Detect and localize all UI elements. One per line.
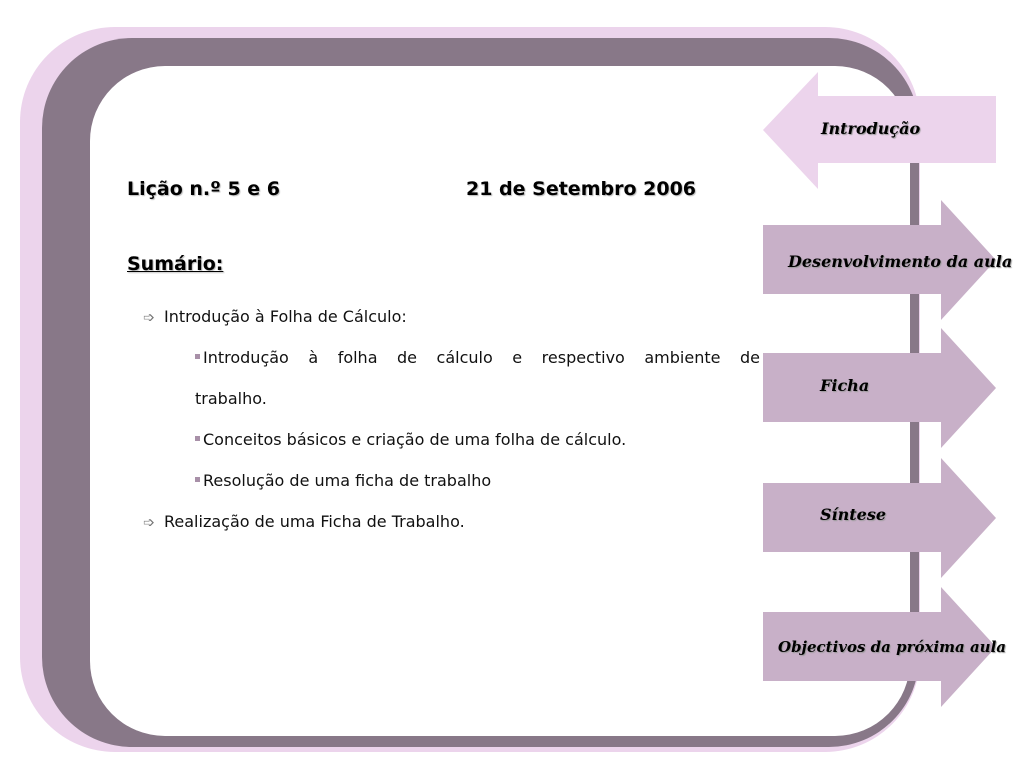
nav-button-ficha[interactable] [763, 328, 996, 448]
nav-label-sintese: Síntese [820, 505, 887, 524]
square-bullet-icon [195, 436, 200, 441]
right-arrow-icon [763, 328, 996, 448]
summary-subitem-continuation: trabalho. [195, 389, 267, 408]
nav-button-objectivos[interactable] [763, 587, 1006, 707]
summary-item: Realização de uma Ficha de Trabalho. [164, 512, 465, 531]
square-bullet-icon [195, 354, 200, 359]
square-bullet-icon [195, 477, 200, 482]
nav-label-objectivos: Objectivos da próxima aula [778, 638, 1006, 656]
lesson-number: Lição n.º 5 e 6 [127, 178, 281, 200]
nav-button-desenvolvimento[interactable] [763, 200, 1013, 320]
nav-label-desenvolvimento: Desenvolvimento da aula [788, 252, 1013, 271]
summary-title: Sumário: [127, 253, 224, 275]
summary-subitem: Conceitos básicos e criação de uma folha de cálculo. [195, 430, 626, 450]
nav-button-sintese[interactable] [763, 458, 996, 578]
nav-button-introducao[interactable] [763, 72, 996, 189]
lesson-date: 21 de Setembro 2006 [466, 178, 697, 200]
summary-subitem: Resolução de uma ficha de trabalho [195, 471, 491, 491]
nav-label-ficha: Ficha [820, 376, 870, 395]
summary-item: Introdução à Folha de Cálculo: [164, 307, 407, 326]
arrow-bullet-icon: ➩ [143, 310, 155, 326]
nav-label-introducao: Introdução [821, 119, 921, 138]
arrow-bullet-icon: ➩ [143, 515, 155, 531]
summary-subitem: Introdução à folha de cálculo e respectivo ambiente de [195, 348, 760, 368]
